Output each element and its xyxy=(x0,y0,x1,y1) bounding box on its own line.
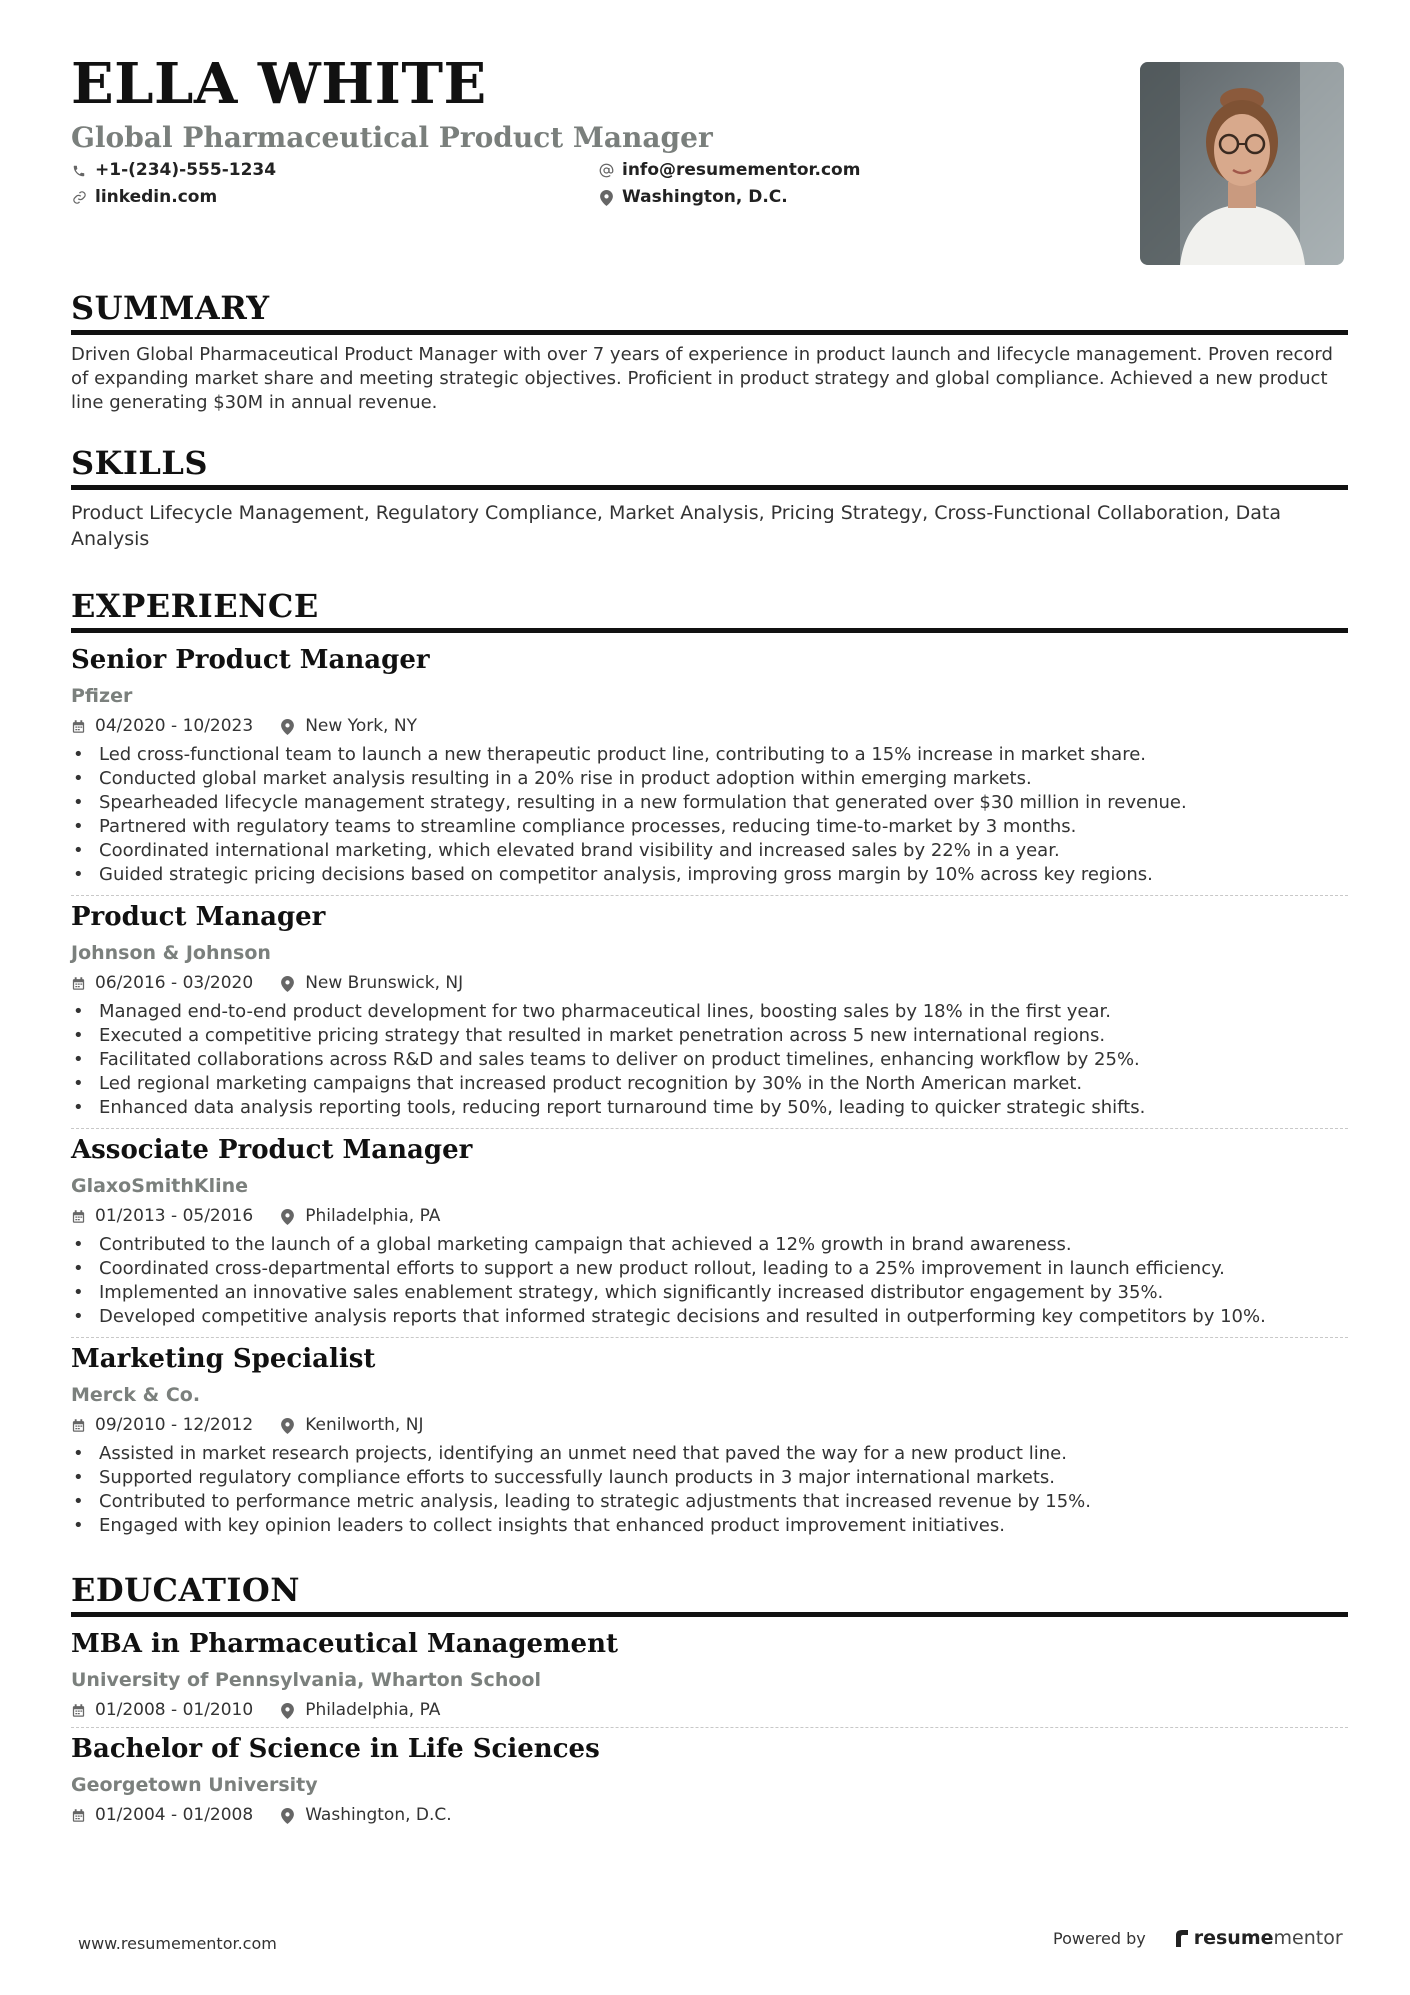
job-role: Senior Product Manager xyxy=(71,645,430,675)
map-pin-icon xyxy=(281,1418,297,1434)
map-pin-icon xyxy=(281,1808,297,1824)
brand-logo[interactable] xyxy=(1174,1927,1343,1949)
job-entry xyxy=(71,1137,1348,1329)
entry-divider xyxy=(71,895,1348,896)
contact-linkedin[interactable] xyxy=(71,189,217,206)
brand-resume: resume xyxy=(1193,1927,1274,1949)
job-dates: 09/2010 - 12/2012 xyxy=(95,1415,254,1435)
map-pin-icon xyxy=(281,1703,297,1719)
footer-website[interactable]: www.resumementor.com xyxy=(78,1934,277,1953)
school-name: University of Pennsylvania, Wharton School xyxy=(71,1669,541,1691)
job-role: Product Manager xyxy=(71,902,326,932)
education-location: Philadelphia, PA xyxy=(305,1700,441,1720)
education-heading: EDUCATION xyxy=(71,1574,1348,1617)
map-pin-icon xyxy=(281,976,297,992)
job-bullet: • Conducted global market analysis resulting in a 20% rise in product adoption within emerging markets. xyxy=(71,767,1348,791)
job-location: Philadelphia, PA xyxy=(305,1206,441,1226)
job-bullet: • Contributed to the launch of a global marketing campaign that achieved a 12% growth in brand awareness. xyxy=(71,1233,1348,1257)
job-location: New Brunswick, NJ xyxy=(305,973,464,993)
job-meta xyxy=(71,1417,1348,1434)
entry-divider xyxy=(71,1337,1348,1338)
contact-email[interactable] xyxy=(598,162,860,179)
job-bullet: • Executed a competitive pricing strategy that resulted in market penetration across 5 new international regions. xyxy=(71,1024,1348,1048)
job-bullets xyxy=(71,743,1348,887)
job-bullet: • Enhanced data analysis reporting tools, reducing report turnaround time by 50%, leading to quicker strategic shifts. xyxy=(71,1096,1348,1120)
school-name: Georgetown University xyxy=(71,1774,318,1796)
education-meta xyxy=(71,1702,1348,1719)
job-meta xyxy=(71,975,1348,992)
calendar-icon xyxy=(71,1418,87,1434)
job-bullets xyxy=(71,1233,1348,1329)
calendar-icon xyxy=(71,1703,87,1719)
job-bullet: • Facilitated collaborations across R&D and sales teams to deliver on product timelines, enhancing workflow by 25%. xyxy=(71,1048,1348,1072)
job-bullet: • Supported regulatory compliance efforts to successfully launch products in 3 major international markets. xyxy=(71,1466,1348,1490)
profile-photo xyxy=(1140,62,1344,265)
job-location: Kenilworth, NJ xyxy=(305,1415,424,1435)
link-icon xyxy=(71,190,87,206)
job-entry xyxy=(71,1346,1348,1538)
job-dates: 04/2020 - 10/2023 xyxy=(95,716,254,736)
map-pin-icon xyxy=(281,719,297,735)
education-entry xyxy=(71,1736,1348,1824)
candidate-title: Global Pharmaceutical Product Manager xyxy=(71,121,713,154)
job-bullet: • Led regional marketing campaigns that increased product recognition by 30% in the North American market. xyxy=(71,1072,1348,1096)
degree-title: Bachelor of Science in Life Sciences xyxy=(71,1734,600,1764)
degree-title: MBA in Pharmaceutical Management xyxy=(71,1629,619,1659)
job-bullets xyxy=(71,1000,1348,1120)
job-bullet: • Spearheaded lifecycle management strategy, resulting in a new formulation that generated over $30 million in revenue. xyxy=(71,791,1348,815)
at-sign-icon xyxy=(598,163,614,179)
location-text: Washington, D.C. xyxy=(622,187,788,207)
linkedin-text: linkedin.com xyxy=(95,187,218,207)
job-dates: 06/2016 - 03/2020 xyxy=(95,973,254,993)
calendar-icon xyxy=(71,1808,87,1824)
job-bullet: • Engaged with key opinion leaders to collect insights that enhanced product improvement initiatives. xyxy=(71,1514,1348,1538)
summary-text: Driven Global Pharmaceutical Product Manager with over 7 years of experience in product launch and lifecycle management. Proven record of expanding market share and meeting strategic objectives. Proficient in product strategy and global compliance. Achieved a new product line generating $30M in annual revenue. xyxy=(71,344,1333,413)
job-entry xyxy=(71,904,1348,1120)
education-dates: 01/2008 - 01/2010 xyxy=(95,1700,254,1720)
experience-section xyxy=(71,587,1348,1538)
job-role: Associate Product Manager xyxy=(71,1135,473,1165)
job-meta xyxy=(71,1208,1348,1225)
job-bullet: • Coordinated cross-departmental efforts to support a new product rollout, leading to a 25% improvement in launch efficiency. xyxy=(71,1257,1348,1281)
job-role: Marketing Specialist xyxy=(71,1344,376,1374)
powered-by-label: Powered by xyxy=(1053,1928,1146,1948)
job-bullet: • Contributed to performance metric analysis, leading to strategic adjustments that increased revenue by 15%. xyxy=(71,1490,1348,1514)
education-location: Washington, D.C. xyxy=(305,1805,452,1825)
job-bullet: • Assisted in market research projects, identifying an unmet need that paved the way for a new product line. xyxy=(71,1442,1348,1466)
entry-divider xyxy=(71,1727,1348,1728)
skills-heading: SKILLS xyxy=(71,447,1348,490)
job-location: New York, NY xyxy=(305,716,417,736)
job-dates: 01/2013 - 05/2016 xyxy=(95,1206,254,1226)
job-bullet: • Implemented an innovative sales enablement strategy, which significantly increased distributor engagement by 35%. xyxy=(71,1281,1348,1305)
job-bullet: • Partnered with regulatory teams to streamline compliance processes, reducing time-to-market by 3 months. xyxy=(71,815,1348,839)
brand-mark-icon xyxy=(1174,1929,1190,1947)
job-company: Pfizer xyxy=(71,685,133,707)
map-pin-icon xyxy=(598,190,614,206)
summary-heading: SUMMARY xyxy=(71,292,1348,335)
job-bullet: • Guided strategic pricing decisions based on competitor analysis, improving gross margin by 10% across key regions. xyxy=(71,863,1348,887)
calendar-icon xyxy=(71,1209,87,1225)
candidate-name: ELLA WHITE xyxy=(71,51,487,117)
brand-mentor: mentor xyxy=(1273,1927,1343,1949)
job-company: GlaxoSmithKline xyxy=(71,1175,249,1197)
footer-powered xyxy=(1053,1927,1343,1949)
job-bullet: • Managed end-to-end product development for two pharmaceutical lines, boosting sales by 18% in the first year. xyxy=(71,1000,1348,1024)
contact-location xyxy=(598,189,788,206)
entry-divider xyxy=(71,1128,1348,1129)
contact-phone xyxy=(71,162,276,179)
calendar-icon xyxy=(71,719,87,735)
phone-icon xyxy=(71,163,87,179)
summary-section xyxy=(71,289,1348,415)
phone-text: +1-(234)-555-1234 xyxy=(95,160,277,180)
job-entry xyxy=(71,647,1348,887)
calendar-icon xyxy=(71,976,87,992)
job-meta xyxy=(71,718,1348,735)
job-company: Merck & Co. xyxy=(71,1384,201,1406)
job-bullets xyxy=(71,1442,1348,1538)
job-bullet: • Coordinated international marketing, which elevated brand visibility and increased sales by 22% in a year. xyxy=(71,839,1348,863)
email-text: info@resumementor.com xyxy=(622,160,861,180)
map-pin-icon xyxy=(281,1209,297,1225)
education-section xyxy=(71,1571,1348,1825)
job-bullet: • Led cross-functional team to launch a new therapeutic product line, contributing to a 15% increase in market share. xyxy=(71,743,1348,767)
experience-heading: EXPERIENCE xyxy=(71,590,1348,633)
resume-header xyxy=(71,0,1348,275)
skills-text: Product Lifecycle Management, Regulatory Compliance, Market Analysis, Pricing Strategy, Cross-Functional Collaboration, Data Analysis xyxy=(71,502,1282,550)
education-dates: 01/2004 - 01/2008 xyxy=(95,1805,254,1825)
resume-page xyxy=(71,0,1348,1824)
job-company: Johnson & Johnson xyxy=(71,942,271,964)
education-meta xyxy=(71,1807,1348,1824)
job-bullet: • Developed competitive analysis reports that informed strategic decisions and resulted in outperforming key competitors by 10%. xyxy=(71,1305,1348,1329)
skills-section xyxy=(71,444,1348,552)
education-entry xyxy=(71,1631,1348,1719)
